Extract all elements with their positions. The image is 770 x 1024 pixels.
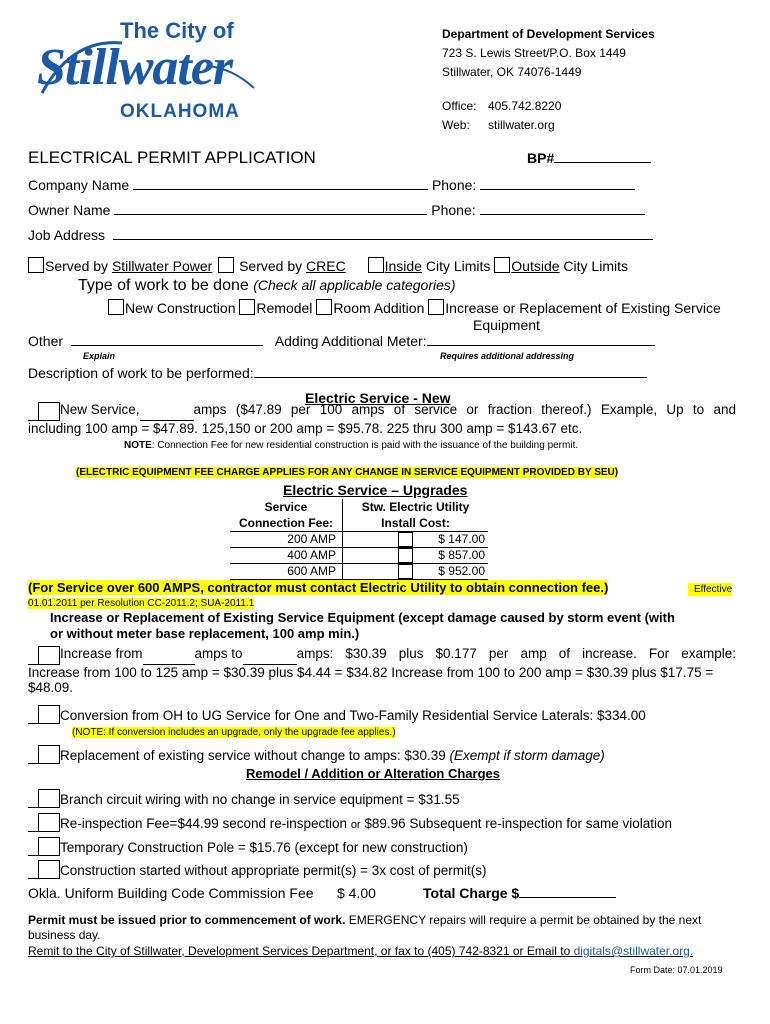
resolution-text: 01.01.2011 per Resolution CC-2011.2; SUA-2011.1	[28, 598, 255, 609]
job-address-input[interactable]	[113, 239, 653, 240]
logo-line-1: The City of	[120, 18, 234, 43]
crec-label-pre: Served by	[239, 258, 307, 274]
page-title: ELECTRICAL PERMIT APPLICATION	[28, 148, 316, 167]
upgrade-checkbox[interactable]	[398, 564, 413, 579]
remodel-heading: Remodel / Addition or Alteration Charges	[246, 766, 501, 781]
upgrade-cost: $ 952.00	[438, 564, 485, 578]
increase-heading	[50, 610, 675, 642]
form-date: Form Date: 07.01.2019	[630, 965, 723, 975]
total-charge-input[interactable]	[519, 897, 616, 898]
note-text: : Connection Fee for new residential construction is paid with the issuance of the building permit.	[151, 440, 579, 451]
conversion-row	[28, 705, 646, 724]
company-phone-input[interactable]	[480, 189, 635, 190]
reinspect-tail: $89.96 Subsequent re-inspection for same violation	[360, 816, 673, 831]
upgrade-row	[230, 564, 488, 579]
increase-text-1: Increase from	[60, 646, 143, 661]
bp-number-field[interactable]	[527, 150, 651, 166]
upgrade-row	[230, 532, 488, 547]
office-phone: 405.742.8220	[488, 99, 562, 113]
increase-from-input[interactable]	[143, 646, 195, 665]
note-label: NOTE	[124, 440, 152, 451]
remodel-item-text: Re-inspection Fee=$44.99 second re-inspection	[60, 816, 351, 831]
new-service-text-1: New Service,	[60, 402, 140, 417]
increase-example: Increase from 100 to 125 amp = $30.39 plus $4.44 = $34.82 Increase from 100 to 200 amp = $30.39 plus $17.75 =	[28, 665, 714, 680]
remodel-item-text: Branch circuit wiring with no change in service equipment = $31.55	[60, 792, 460, 807]
company-name-input[interactable]	[133, 189, 428, 190]
upgrade-amp: 400 AMP	[287, 548, 336, 562]
other-input[interactable]	[71, 345, 263, 346]
inside-city-checkbox[interactable]	[368, 257, 384, 273]
email-link[interactable]: digitals@stillwater.org.	[573, 944, 694, 958]
other-row	[28, 333, 655, 349]
upgrade-checkbox[interactable]	[398, 548, 413, 563]
company-label: Company Name	[28, 177, 130, 193]
owner-row	[28, 202, 645, 218]
department-address-2: Stillwater, OK 74076-1449	[442, 65, 582, 79]
col-utility-line-2: Install Cost:	[381, 516, 450, 530]
new-service-amps-input[interactable]	[140, 402, 194, 421]
replacement-text: Replacement of existing service without change to amps: $30.39	[60, 748, 450, 763]
conversion-text: Conversion from OH to UG Service for One and Two-Family Residential Service Laterals: $334.00	[60, 708, 646, 723]
description-label: Description of work to be performed:	[28, 365, 254, 381]
meter-caption: Requires additional addressing	[440, 351, 575, 361]
increase-heading-1: Increase or Replacement of Existing Service Equipment (except damage caused by storm event (with	[50, 610, 675, 625]
service-provider-row	[28, 257, 628, 274]
bp-label: BP#	[527, 150, 555, 166]
remit-line	[28, 944, 693, 958]
remodel-item	[28, 837, 468, 856]
okla-fee-label: Okla. Uniform Building Code Commission Fee	[28, 885, 314, 901]
upgrades-heading: Electric Service – Upgrades	[283, 482, 468, 498]
col-service-header	[230, 499, 342, 531]
footer-notice	[28, 913, 738, 943]
footer-text: EMERGENCY repairs will require a permit be obtained by the next	[345, 913, 702, 927]
remodel-check[interactable]	[28, 837, 60, 856]
new-construction-label: New Construction	[125, 300, 236, 316]
replacement-check[interactable]	[28, 745, 60, 764]
department-block	[442, 25, 655, 135]
conversion-note: (NOTE: If conversion includes an upgrade, only the upgrade fee applies.)	[72, 727, 396, 738]
col-utility-header	[343, 499, 488, 531]
remodel-item	[28, 813, 672, 832]
job-label: Job Address	[28, 227, 106, 243]
office-label: Office:	[442, 99, 477, 113]
remodel-item-text: Temporary Construction Pole = $15.76 (except for new construction)	[60, 840, 468, 855]
new-service-note	[124, 440, 578, 451]
logo-line-2: Stillwater	[37, 39, 233, 96]
remodel-check[interactable]	[28, 813, 60, 832]
remodel-item	[28, 860, 487, 879]
work-type-hint: (Check all applicable categories)	[253, 277, 456, 293]
room-addition-label: Room Addition	[333, 300, 425, 316]
stillwater-label-pre: Served by	[45, 258, 112, 274]
crec-label-link: CREC	[306, 258, 346, 274]
web-address: stillwater.org	[488, 118, 555, 132]
fee-banner: (ELECTRIC EQUIPMENT FEE CHARGE APPLIES FOR ANY CHANGE IN SERVICE EQUIPMENT PROVIDED BY SEU)	[76, 467, 619, 478]
work-type-title: Type of work to be done	[78, 277, 254, 294]
new-construction-checkbox[interactable]	[108, 299, 124, 315]
upgrade-amp: 200 AMP	[287, 532, 336, 546]
okla-fee-amount: $ 4.00	[337, 885, 376, 901]
conversion-check[interactable]	[28, 705, 60, 724]
department-name: Department of Development Services	[442, 27, 655, 41]
city-logo	[32, 18, 262, 128]
explain-caption: Explain	[83, 351, 116, 361]
increase-to-input[interactable]	[243, 646, 297, 665]
upgrade-amp: 600 AMP	[287, 564, 336, 578]
description-row	[28, 365, 647, 381]
effective-label: Effective	[688, 583, 732, 596]
work-type-options	[108, 299, 721, 316]
owner-name-input[interactable]	[114, 214, 427, 215]
over-600-notice: (For Service over 600 AMPS, contractor must contact Electric Utility to obtain connection fee.)	[28, 580, 609, 595]
upgrade-cost: $ 147.00	[438, 532, 485, 546]
owner-label: Owner Name	[28, 202, 111, 218]
new-service-text-3: including 100 amp = $47.89. 125,150 or 200 amp = $95.78. 225 thru 300 amp = $143.67 etc.	[28, 421, 583, 436]
footer-bold: Permit must be issued prior to commencement of work.	[28, 913, 346, 927]
outside-city-checkbox[interactable]	[494, 257, 510, 273]
replacement-note: (Exempt if storm damage)	[449, 748, 605, 763]
department-address-1: 723 S. Lewis Street/P.O. Box 1449	[442, 46, 626, 60]
reinspect-or: or	[350, 819, 361, 831]
upgrade-cost: $ 857.00	[438, 548, 485, 562]
work-type-heading	[78, 277, 456, 295]
upgrade-checkbox[interactable]	[398, 532, 413, 547]
new-service-block	[28, 402, 736, 437]
total-charge	[423, 885, 616, 901]
remodel-check[interactable]	[28, 789, 60, 808]
remodel-label: Remodel	[256, 300, 313, 316]
remodel-check[interactable]	[28, 860, 60, 879]
new-service-text-2: amps ($47.89 per 100 amps of service or fraction thereof.) Example, Up to and	[193, 402, 736, 417]
remodel-checkbox[interactable]	[239, 299, 255, 315]
increase-replacement-checkbox[interactable]	[428, 299, 444, 315]
increase-block	[28, 646, 736, 695]
new-service-check[interactable]	[28, 402, 60, 421]
increase-replacement-label: Increase or Replacement of Existing Service	[445, 300, 721, 316]
increase-text-3: amps: $30.39 plus $0.177 per amp of increase. For example:	[296, 646, 736, 661]
remodel-item-text: Construction started without appropriate permit(s) = 3x cost of permit(s)	[60, 863, 487, 878]
replacement-row	[28, 745, 605, 764]
equipment-label: Equipment	[473, 317, 540, 333]
logo-line-3: OKLAHOMA	[120, 101, 240, 122]
owner-phone-label: Phone:	[431, 202, 476, 218]
upgrade-row	[230, 548, 488, 563]
meter-input[interactable]	[427, 345, 655, 346]
col-service-line-2: Connection Fee:	[238, 516, 333, 530]
increase-check[interactable]	[28, 646, 60, 665]
company-row	[28, 177, 635, 193]
increase-text-2: amps to	[194, 646, 243, 661]
company-phone-label: Phone:	[431, 177, 477, 193]
other-label: Other	[28, 333, 64, 349]
meter-label: Adding Additional Meter:	[274, 333, 427, 349]
col-service-line-1: Service	[264, 500, 308, 514]
stillwater-label-link: Stillwater Power	[111, 258, 213, 274]
room-addition-checkbox[interactable]	[316, 299, 332, 315]
stillwater-power-checkbox[interactable]	[28, 257, 44, 273]
increase-heading-2: or without meter base replacement, 100 amp min.)	[50, 626, 360, 641]
new-service-heading: Electric Service - New	[305, 390, 451, 406]
crec-checkbox[interactable]	[218, 257, 234, 273]
inside-label: Inside	[384, 258, 422, 274]
footer-text-2: business day.	[28, 928, 101, 942]
outside-label-post: City Limits	[559, 258, 628, 274]
job-row	[28, 227, 653, 243]
col-utility-line-1: Stw. Electric Utility	[361, 500, 470, 514]
web-label: Web:	[442, 118, 470, 132]
remit-text: Remit to the City of Stillwater, Development Services Department, or fax to (405) 742-8321 or Email to	[28, 944, 574, 958]
owner-phone-input[interactable]	[480, 214, 645, 215]
description-input[interactable]	[254, 377, 647, 378]
outside-label: Outside	[511, 258, 560, 274]
inside-label-post: City Limits	[421, 258, 491, 274]
remodel-item	[28, 789, 460, 808]
increase-example-end: $48.09.	[28, 680, 74, 695]
total-charge-label: Total Charge $	[423, 885, 520, 901]
